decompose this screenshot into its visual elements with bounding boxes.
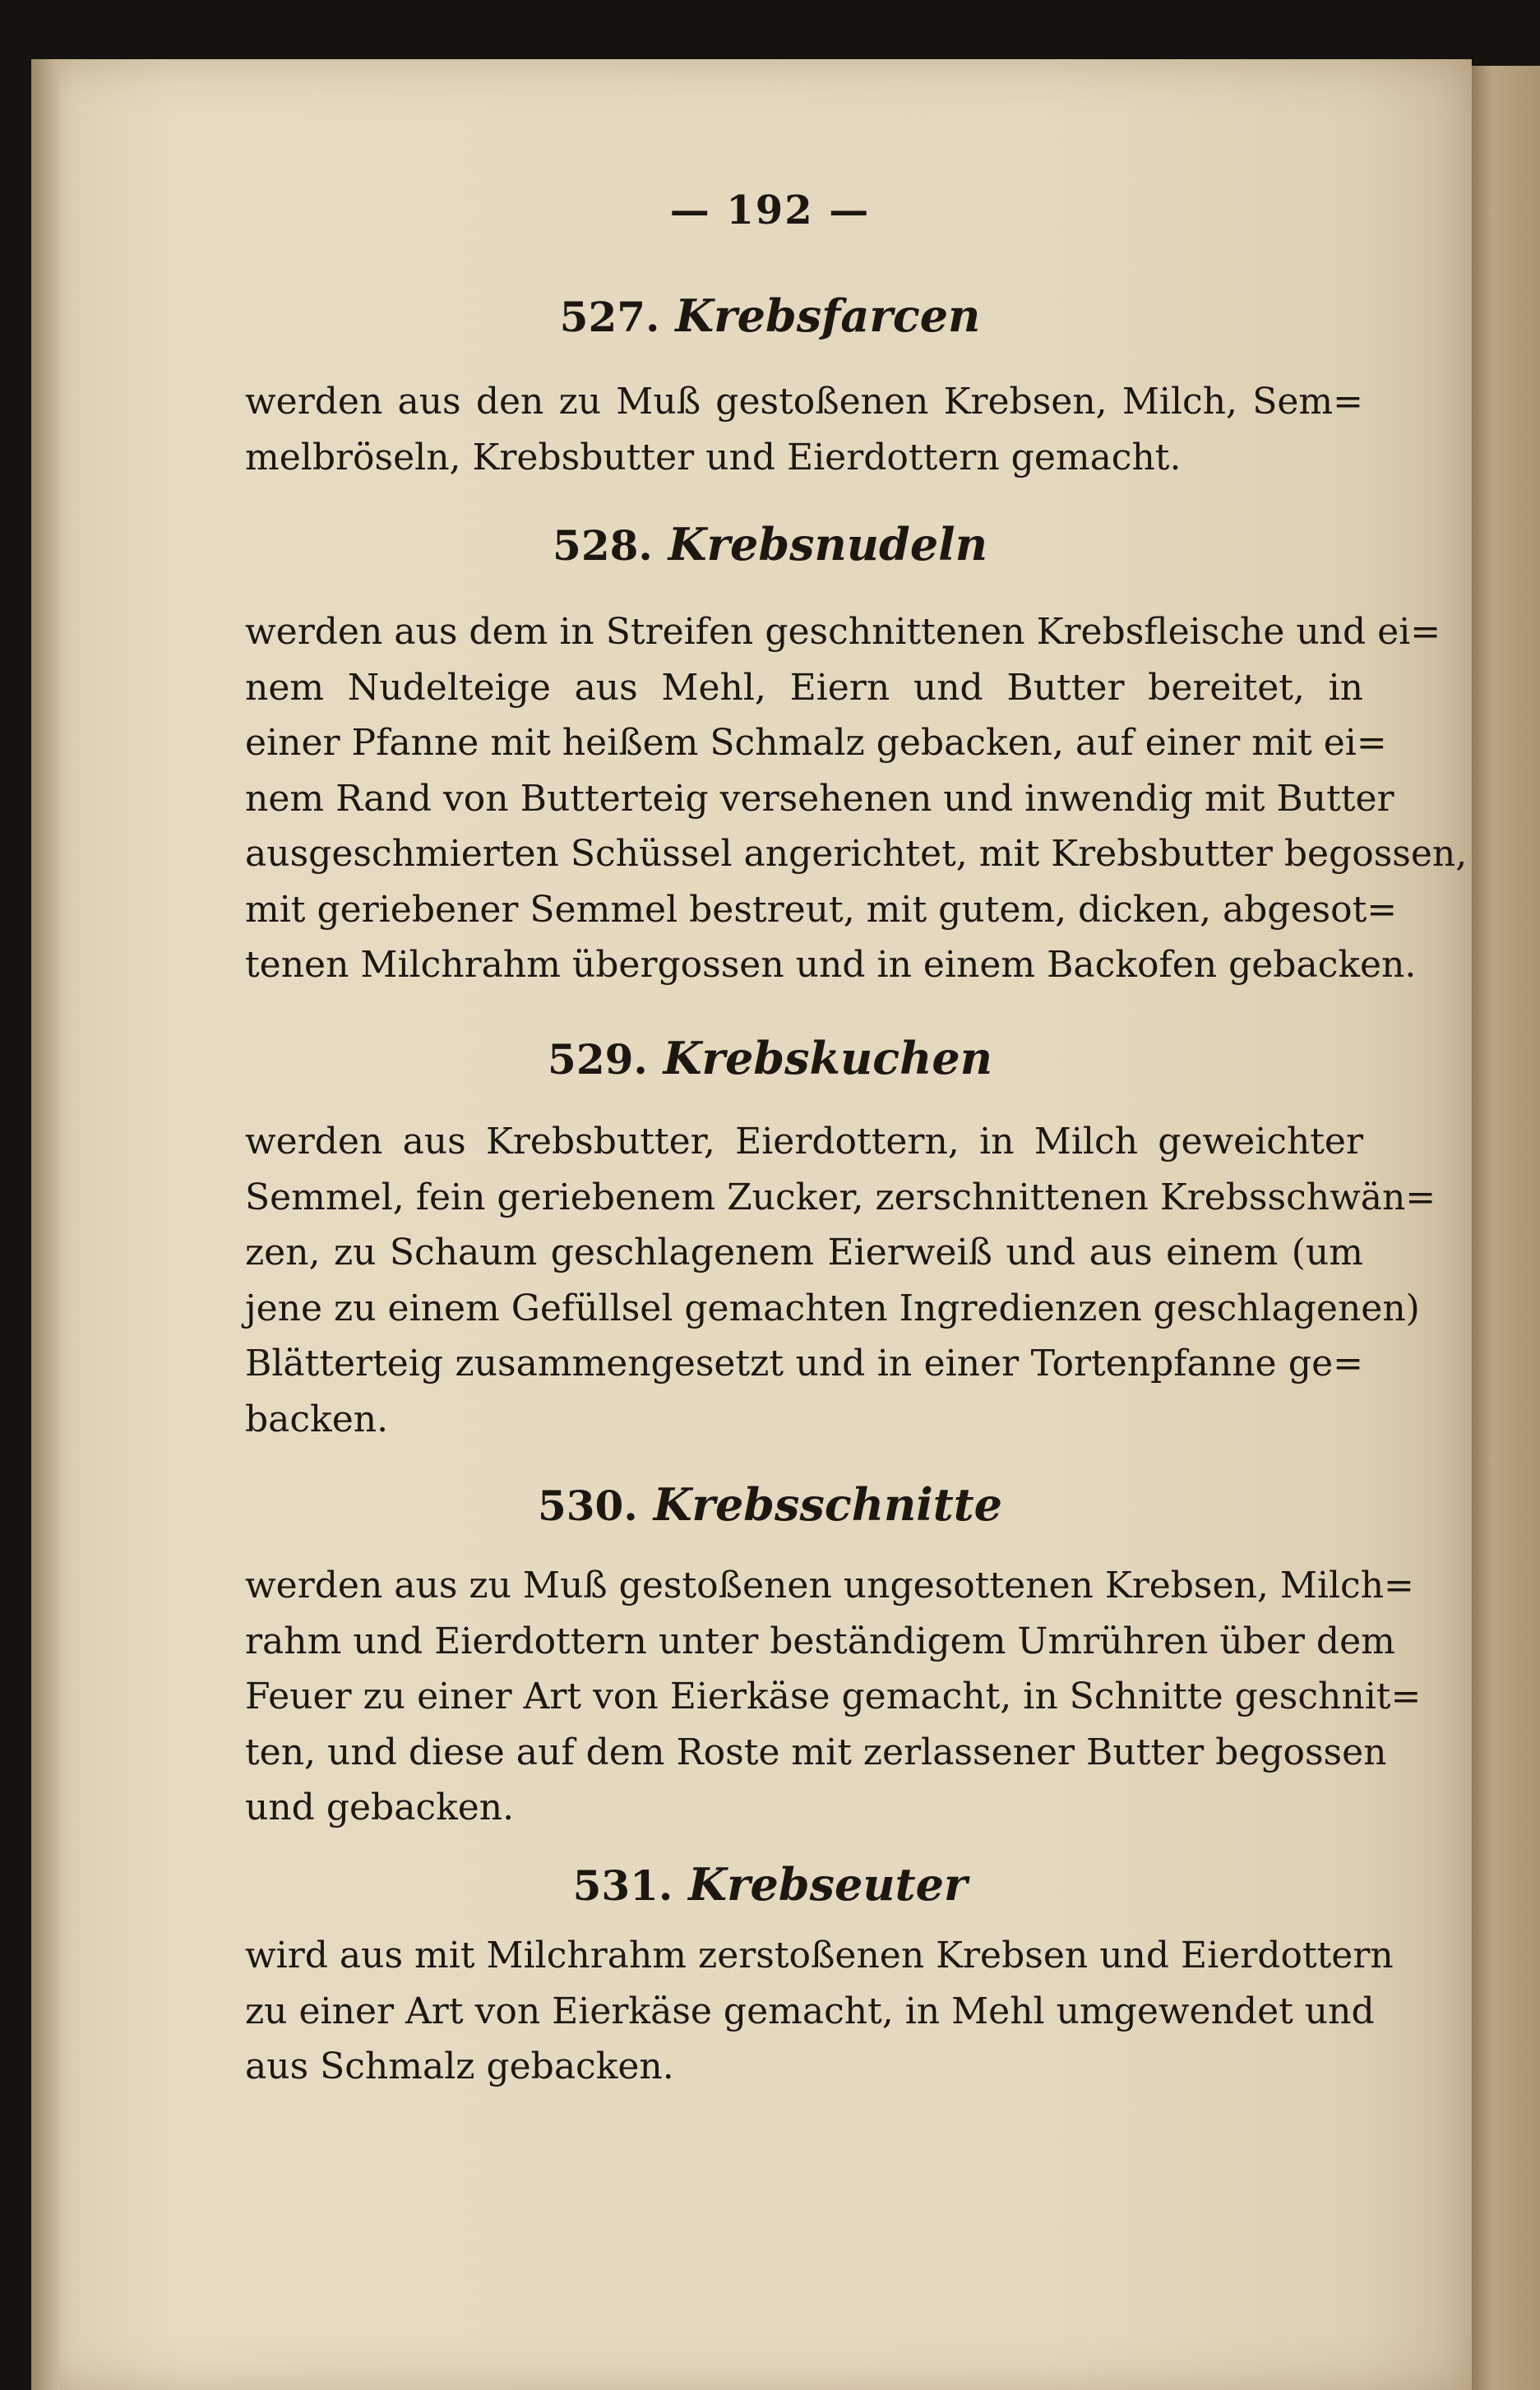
entry-title-528 [0, 518, 1540, 571]
text-line: rahm und Eierdottern unter beständigem Umrühren über dem [245, 1620, 1395, 1662]
text-line: aus Schmalz gebacken. [245, 2046, 674, 2087]
text-line: Blätterteig zusammengesetzt und in einer Tortenpfanne ge= [245, 1343, 1363, 1385]
entry-title-529 [0, 1032, 1540, 1084]
text-line: und gebacken. [245, 1787, 515, 1828]
text-line: nem Nudelteige aus Mehl, Eiern und Butter bereitet, in [245, 666, 1363, 709]
entry-number: 528. [553, 521, 653, 570]
text-line: einer Pfanne mit heißem Schmalz gebacken, auf einer mit ei= [245, 722, 1387, 764]
entry-text-527 [245, 374, 1363, 485]
text-line: Semmel, fein geriebenem Zucker, zerschnittenen Krebsschwän= [245, 1176, 1436, 1218]
text-line: werden aus dem in Streifen geschnittenen Krebsfleische und ei= [245, 611, 1441, 653]
book-binding [31, 59, 59, 2390]
entry-number: 529. [548, 1035, 648, 1084]
entry-text-531 [245, 1928, 1394, 2095]
entry-title-531 [0, 1858, 1540, 1911]
text-line: ausgeschmierten Schüssel angerichtet, mit Krebsbutter begossen, [245, 833, 1468, 875]
entry-title-527 [0, 289, 1540, 342]
entry-text-529 [245, 1114, 1436, 1447]
entry-text-530 [245, 1558, 1422, 1836]
text-line: werden aus den zu Muß gestoßenen Krebsen, Milch, Sem= [245, 381, 1363, 423]
text-line: mit geriebener Semmel bestreut, mit gutem, dicken, abgesot= [245, 888, 1398, 931]
entry-number: 531. [572, 1861, 673, 1910]
text-line: backen. [245, 1398, 389, 1440]
entry-name: Krebsfarcen [675, 289, 981, 342]
entry-number: 527. [559, 293, 660, 341]
page-edge [1472, 66, 1540, 2390]
text-line: tenen Milchrahm übergossen und in einem Backofen gebacken. [245, 944, 1417, 986]
text-line: werden aus Krebsbutter, Eierdottern, in Milch geweichter [245, 1121, 1363, 1163]
text-line: Feuer zu einer Art von Eierkäse gemacht, in Schnitte geschnit= [245, 1676, 1422, 1717]
text-line: werden aus zu Muß gestoßenen ungesottenen Krebsen, Milch= [245, 1565, 1414, 1606]
text-line: wird aus mit Milchrahm zerstoßenen Krebsen und Eierdottern [245, 1935, 1394, 1976]
text-line: zen, zu Schaum geschlagenem Eierweiß und aus einem (um [245, 1232, 1363, 1274]
entry-title-530 [0, 1478, 1540, 1531]
entry-name: Krebseuter [688, 1858, 968, 1911]
text-line: ten, und diese auf dem Roste mit zerlassener Butter begossen [245, 1731, 1387, 1773]
text-line: nem Rand von Butterteig versehenen und inwendig mit Butter [245, 777, 1394, 820]
entry-name: Krebsnudeln [668, 518, 987, 571]
text-line: melbröseln, Krebsbutter und Eierdottern gemacht. [245, 436, 1182, 478]
text-line: jene zu einem Gefüllsel gemachten Ingredienzen geschlagenen) [245, 1287, 1420, 1329]
entry-text-528 [245, 604, 1468, 993]
page-number: — 192 — [669, 187, 871, 233]
entry-name: Krebskuchen [663, 1032, 992, 1084]
entry-name: Krebsschnitte [653, 1478, 1003, 1531]
entry-number: 530. [537, 1482, 638, 1530]
text-line: zu einer Art von Eierkäse gemacht, in Mehl umgewendet und [245, 1990, 1375, 2032]
